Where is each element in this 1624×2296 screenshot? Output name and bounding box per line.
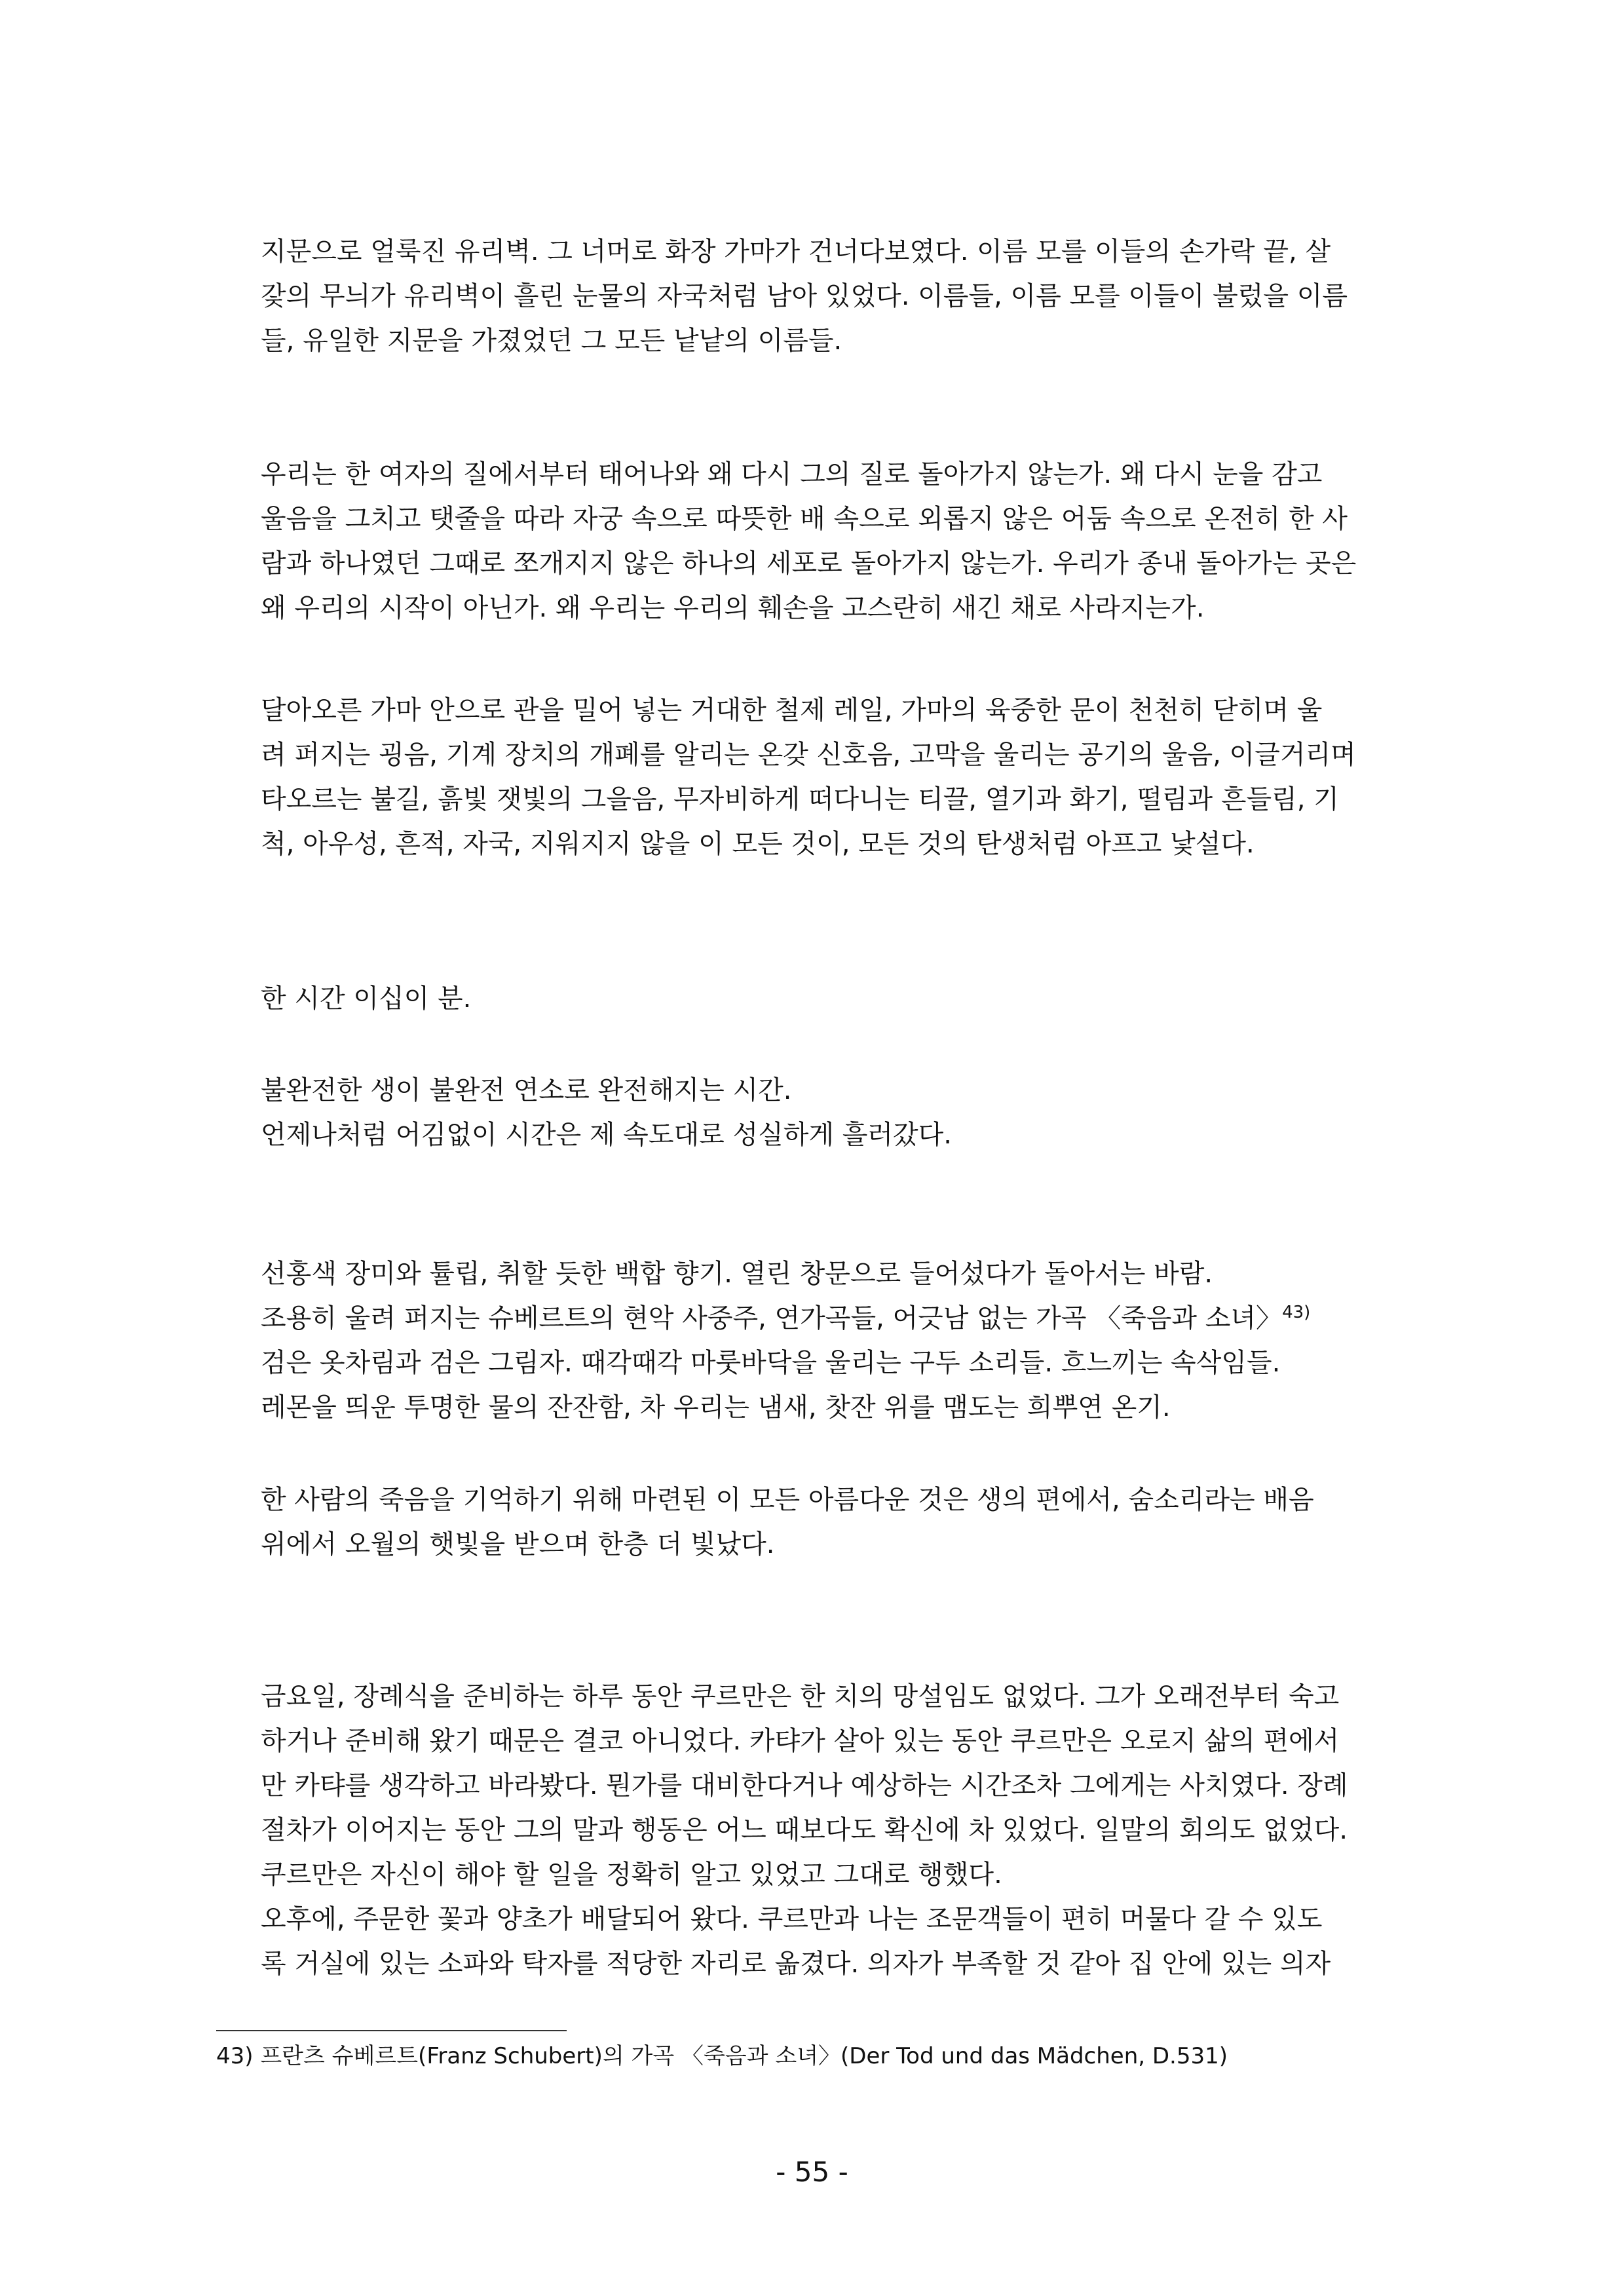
text-line: 타오르는 불길, 흙빛 잿빛의 그을음, 무자비하게 떠다니는 티끌, 열기과 화기, 떨림과 흔들림, 기 [261, 784, 1339, 814]
paragraph-furnace [216, 688, 1402, 866]
text-line: 한 사람의 죽음을 기억하기 위해 마련된 이 모든 아름다운 것은 생의 편에서, 숨소리라는 배음 [261, 1485, 1314, 1515]
paragraph-return [216, 452, 1402, 630]
text-line: 록 거실에 있는 소파와 탁자를 적당한 자리로 옮겼다. 의자가 부족할 것 같아 집 안에 있는 의자 [261, 1949, 1331, 1979]
paragraph-afternoon [216, 1897, 1402, 1986]
text-line-with-footnote [261, 1296, 1402, 1341]
text-line: 갗의 무늬가 유리벽이 흘린 눈물의 자국처럼 남아 있었다. 이름들, 이름 모를 이들이 불렀을 이름 [261, 281, 1348, 311]
text-line: 금요일, 장례식을 준비하는 하루 동안 쿠르만은 한 치의 망설임도 없었다. 그가 오래전부터 숙고 [261, 1681, 1340, 1712]
page-number: - 55 - [776, 2156, 848, 2188]
text-line: 오후에, 주문한 꽃과 양초가 배달되어 왔다. 쿠르만과 나는 조문객들이 편히 머물다 갈 수 있도 [261, 1904, 1323, 1934]
text-line: 쿠르만은 자신이 해야 할 일을 정확히 알고 있었고 그대로 행했다. [261, 1860, 1002, 1890]
footnote: 43) 프란츠 슈베르트(Franz Schubert)의 가곡 〈죽음과 소녀〉(Der Tod und das Mädchen, D.531) [216, 2043, 1228, 2069]
footnote-reference: 43) [1282, 1303, 1311, 1322]
text-line: 들, 유일한 지문을 가졌었던 그 모든 낱낱의 이름들. [261, 326, 842, 356]
text-line: 선홍색 장미와 튤립, 취할 듯한 백합 향기. 열린 창문으로 들어섰다가 돌아서는 바람. [261, 1259, 1213, 1289]
incomplete-lines [261, 1068, 1402, 1157]
text-line: 검은 옷차림과 검은 그림자. 때각때각 마룻바닥을 울리는 구두 소리들. 흐느끼는 속삭임들. [261, 1348, 1281, 1378]
text-line: 절차가 이어지는 동안 그의 말과 행동은 어느 때보다도 확신에 차 있었다. 일말의 회의도 없었다. [261, 1815, 1348, 1845]
text-line: 만 카탸를 생각하고 바라봤다. 뭔가를 대비한다거나 예상하는 시간조차 그에게는 사치였다. 장례 [261, 1770, 1348, 1801]
scene-lines [261, 1252, 1402, 1430]
text-line: 람과 하나였던 그때로 쪼개지지 않은 하나의 세포로 돌아가지 않는가. 우리가 종내 돌아가는 곳은 [261, 548, 1357, 579]
scene-text: 조용히 울려 퍼지는 슈베르트의 현악 사중주, 연가곡들, 어긋남 없는 가곡 〈죽음과 소녀〉 [261, 1303, 1283, 1333]
paragraph-friday [216, 1674, 1402, 1897]
paragraph-memory [216, 1478, 1402, 1567]
text-line: 려 퍼지는 굉음, 기계 장치의 개폐를 알리는 온갖 신호음, 고막을 울리는 공기의 울음, 이글거리며 [261, 740, 1356, 770]
text-line: 척, 아우성, 흔적, 자국, 지워지지 않을 이 모든 것이, 모든 것의 탄생처럼 아프고 낯설다. [261, 829, 1255, 859]
text-line: 왜 우리의 시작이 아닌가. 왜 우리는 우리의 훼손을 고스란히 새긴 채로 사라지는가. [261, 593, 1205, 623]
text-line: 우리는 한 여자의 질에서부터 태어나와 왜 다시 그의 질로 돌아가지 않는가. 왜 다시 눈을 감고 [261, 459, 1323, 489]
time-line [261, 976, 1402, 1021]
text-line: 언제나처럼 어김없이 시간은 제 속도대로 성실하게 흘러갔다. [261, 1120, 953, 1150]
text-line: 위에서 오월의 햇빛을 받으며 한층 더 빛났다. [261, 1529, 775, 1559]
paragraph-glass-wall [216, 229, 1402, 363]
text-line: 지문으로 얼룩진 유리벽. 그 너머로 화장 가마가 건너다보였다. 이름 모를 이들의 손가락 끝, 살 [261, 237, 1331, 267]
text-line: 레몬을 띄운 투명한 물의 잔잔함, 차 우리는 냄새, 찻잔 위를 맴도는 희뿌연 온기. [261, 1392, 1171, 1423]
text-line: 불완전한 생이 불완전 연소로 완전해지는 시간. [261, 1075, 792, 1105]
text-line: 한 시간 이십이 분. [261, 984, 472, 1014]
text-line: 울음을 그치고 탯줄을 따라 자궁 속으로 따뜻한 배 속으로 외롭지 않은 어둠 속으로 온전히 한 사 [261, 504, 1348, 534]
text-line: 하거나 준비해 왔기 때문은 결코 아니었다. 카탸가 살아 있는 동안 쿠르만은 오로지 삶의 편에서 [261, 1726, 1340, 1756]
text-line: 달아오른 가마 안으로 관을 밀어 넣는 거대한 철제 레일, 가마의 육중한 문이 천천히 닫히며 울 [261, 695, 1323, 725]
footnote-divider [216, 2030, 567, 2031]
